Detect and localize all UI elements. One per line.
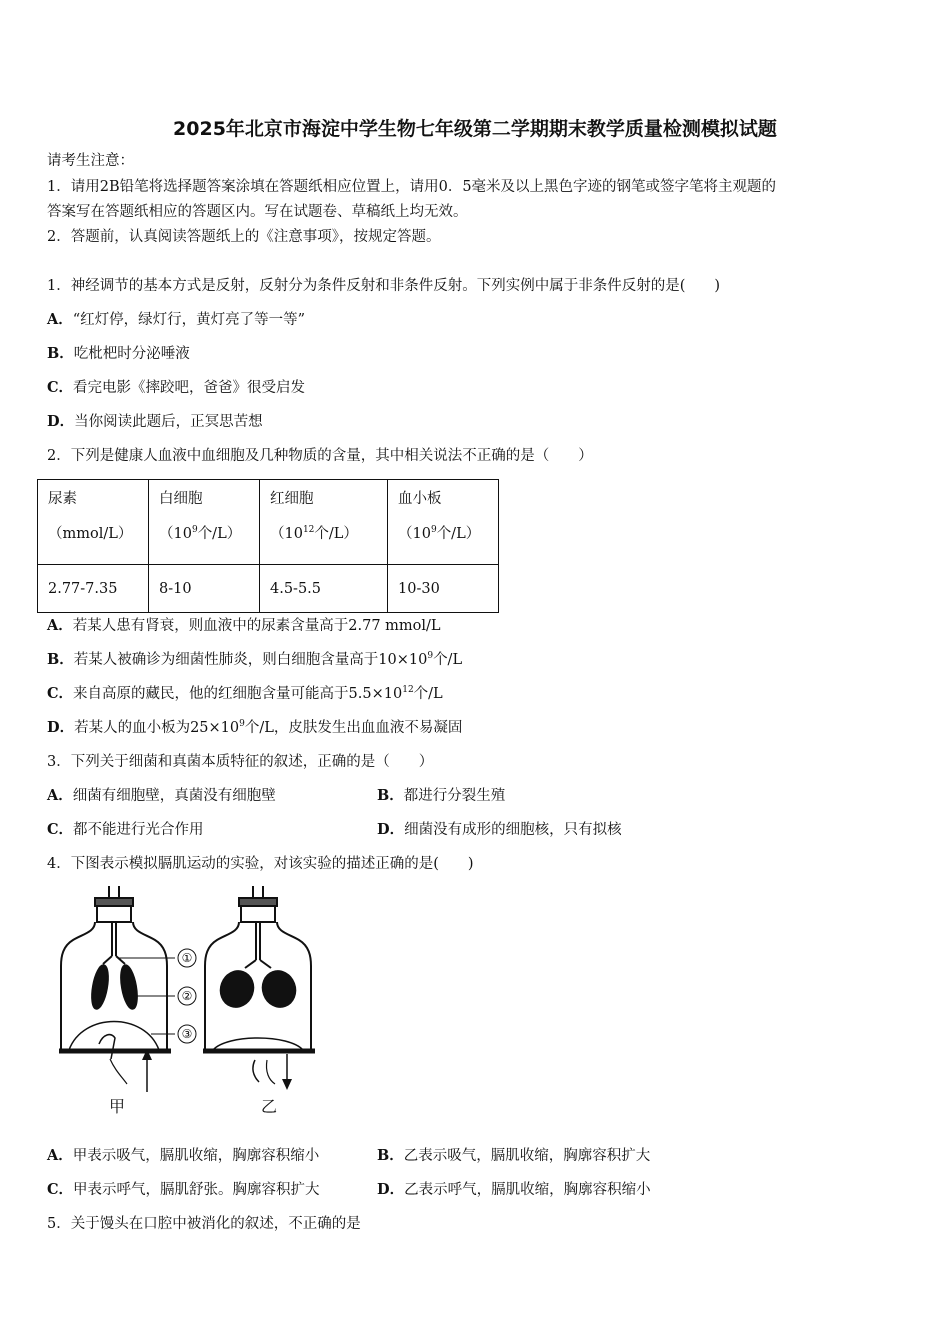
jar-left [59,886,171,1092]
table-cell: 10-30 [388,565,499,613]
q3-option-c: C．都不能进行光合作用 [47,821,204,838]
table-cell: 2.77-7.35 [38,565,149,613]
q4-option-c: C．甲表示呼气，膈肌舒张。胸廓容积扩大 [47,1181,320,1198]
q4-option-b: B．乙表示吸气，膈肌收缩，胸廓容积扩大 [377,1147,651,1164]
q2-option-a: A．若某人患有肾衰，则血液中的尿素含量高于2.77 mmol/L [47,617,441,634]
blood-table [37,479,499,613]
notice-heading: 请考生注意： [47,153,134,169]
q2-option-b: B．若某人被确诊为细菌性肺炎，则白细胞含量高于$10\times 10^9$个/L [47,651,463,668]
table-header-row [38,480,499,565]
q3-option-a: A．细菌有细胞壁，真菌没有细胞壁 [47,787,276,804]
table-row [38,565,499,613]
q3-option-b: B．都进行分裂生殖 [377,787,506,804]
label-jia: 甲 [108,1097,126,1116]
q4-option-a: A．甲表示吸气，膈肌收缩，胸廓容积缩小 [47,1147,320,1164]
jar-right [203,886,315,1090]
q4-stem: 4．下图表示模拟膈肌运动的实验，对该实验的描述正确的是( ) [47,856,474,872]
q5-stem: 5．关于馒头在口腔中被消化的叙述，不正确的是 [47,1216,361,1232]
q3-option-d: D．细菌没有成形的细胞核，只有拟核 [377,821,622,838]
q1-option-a: A．“红灯停，绿灯行，黄灯亮了等一等” [47,311,306,328]
marker-1: ① [181,951,193,965]
marker-2: ② [181,989,193,1003]
q1-option-c: C．看完电影《摔跤吧，爸爸》很受启发 [47,379,306,396]
label-yi: 乙 [260,1097,278,1116]
page-title: 2025年北京市海淀中学生物七年级第二学期期末教学质量检测模拟试题 [173,118,777,140]
table-cell: 4.5-5.5 [260,565,388,613]
notice-line-1: 1．请用2B铅笔将选择题答案涂填在答题纸相应位置上，请用0．5毫米及以上黑色字迹的钢笔或签字笔将主观题的 [47,179,777,195]
q4-option-d: D．乙表示呼气，膈肌收缩，胸廓容积缩小 [377,1181,651,1198]
notice-line-2: 2．答题前，认真阅读答题纸上的《注意事项》，按规定答题。 [47,229,441,245]
q1-option-d: D．当你阅读此题后，正冥思苦想 [47,413,263,430]
table-header-cell: 尿素 （mmol/L） [38,480,149,565]
table-header-cell: 白细胞 （$10^9$个/L） [149,480,260,565]
table-cell: 8-10 [149,565,260,613]
table-header-cell: 红细胞 （$10^{12}$个/L） [260,480,388,565]
q3-stem: 3．下列关于细菌和真菌本质特征的叙述，正确的是（ ） [47,754,434,770]
q1-stem: 1．神经调节的基本方式是反射，反射分为条件反射和非条件反射。下列实例中属于非条件反射的是( ) [47,278,721,294]
q1-option-b: B．吃枇杷时分泌唾液 [47,345,190,362]
diaphragm-model-diagram [55,884,325,1120]
notice-line-1b: 答案写在答题纸相应的答题区内。写在试题卷、草稿纸上均无效。 [47,204,468,220]
table-header-cell: 血小板 （$10^9$个/L） [388,480,499,565]
q2-stem: 2．下列是健康人血液中血细胞及几种物质的含量，其中相关说法不正确的是（ ） [47,448,593,464]
q2-option-d: D．若某人的血小板为$25\times 10^9$个/L，皮肤发生出血血液不易凝固 [47,719,463,736]
marker-3: ③ [181,1027,193,1041]
q2-option-c: C．来自高原的藏民，他的红细胞含量可能高于$5.5\times 10^{12}$个/L [47,685,443,702]
